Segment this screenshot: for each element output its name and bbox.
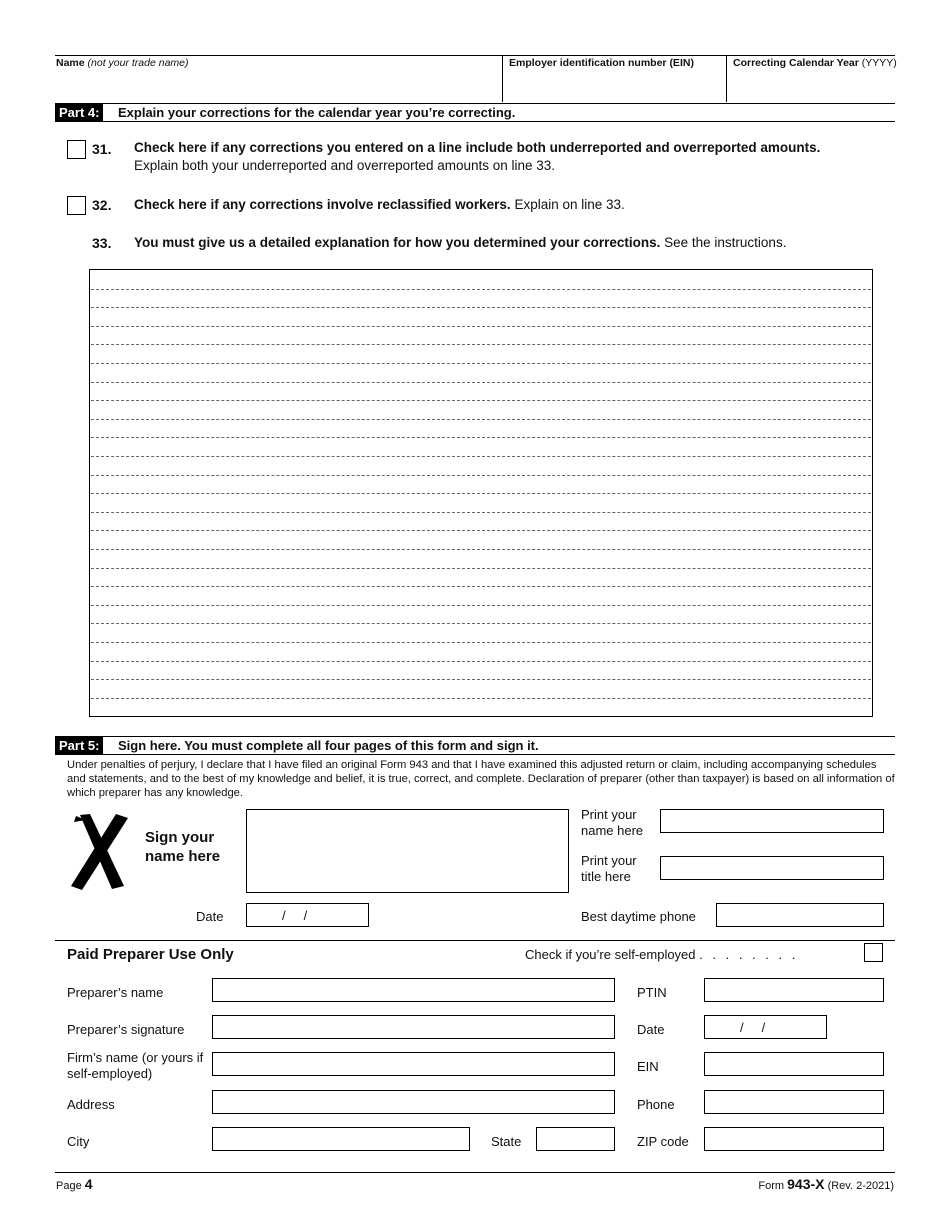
name-input[interactable] — [55, 72, 501, 100]
signature-field[interactable] — [246, 809, 569, 893]
explanation-writing-line — [91, 419, 871, 420]
part4-title: Explain your corrections for the calendar year you’re correcting. — [118, 105, 516, 120]
preparer-phone-input[interactable] — [704, 1090, 884, 1114]
explanation-writing-line — [91, 344, 871, 345]
preparer-name-label: Preparer’s name — [67, 985, 164, 1000]
part5-bottom-rule — [55, 754, 895, 755]
explanation-writing-line — [91, 493, 871, 494]
state-label: State — [491, 1134, 522, 1149]
explanation-writing-line — [91, 698, 871, 699]
address-label: Address — [67, 1097, 115, 1112]
part5-tag: Part 5: — [55, 737, 103, 754]
name-field-label: Name (not your trade name) — [56, 57, 189, 69]
line32-number: 32. — [92, 197, 112, 213]
firm-ein-input[interactable] — [704, 1052, 884, 1076]
sign-your-name-label: Sign your name here — [145, 829, 221, 865]
explanation-writing-line — [91, 512, 871, 513]
part4-tag: Part 4: — [55, 104, 103, 121]
city-label: City — [67, 1134, 90, 1149]
perjury-statement: Under penalties of perjury, I declare that I have filed an original Form 943 and that I have examined this adjusted return or claim, including accompanying schedules and statements, and to the best of my knowledge and belief, it is true, correct, and complete. Declaration of preparer (other than taxpayer) is based on all information of which preparer has any knowledge. — [67, 759, 895, 799]
explanation-writing-line — [91, 400, 871, 401]
preparer-name-input[interactable] — [212, 978, 615, 1002]
line31-number: 31. — [92, 141, 112, 157]
explanation-writing-line — [91, 326, 871, 327]
year-input[interactable] — [727, 72, 894, 100]
sign-date-input[interactable] — [246, 903, 369, 927]
explanation-writing-line — [91, 289, 871, 290]
print-title-input[interactable] — [660, 856, 884, 880]
line32-checkbox[interactable] — [67, 196, 86, 215]
line33-number: 33. — [92, 235, 112, 251]
ein-field-label: Employer identification number (EIN) — [509, 57, 694, 69]
line33-text: You must give us a detailed explanation for how you determined your corrections. See the instructions. — [134, 235, 787, 250]
footer-rule — [55, 1172, 895, 1173]
line31-checkbox[interactable] — [67, 140, 86, 159]
preparer-date-label: Date — [637, 1022, 665, 1037]
self-employed-checkbox[interactable] — [864, 943, 883, 962]
explanation-writing-line — [91, 605, 871, 606]
year-field-label: Correcting Calendar Year (YYYY) — [733, 57, 897, 69]
explanation-writing-line — [91, 307, 871, 308]
line32-text: Check here if any corrections involve reclassified workers. Explain on line 33. — [134, 197, 625, 212]
explanation-writing-line — [91, 475, 871, 476]
explanation-writing-line — [91, 363, 871, 364]
city-input[interactable] — [212, 1127, 470, 1151]
firm-name-label: Firm’s name (or yours if self-employed) — [67, 1050, 204, 1081]
line33-explanation-textarea[interactable] — [89, 269, 873, 717]
form-id: Form 943-X (Rev. 2-2021) — [758, 1176, 894, 1192]
explanation-writing-line — [91, 661, 871, 662]
print-name-input[interactable] — [660, 809, 884, 833]
daytime-phone-label: Best daytime phone — [581, 909, 696, 924]
ptin-input[interactable] — [704, 978, 884, 1002]
sign-date-label: Date — [196, 909, 224, 924]
line31-text: Check here if any corrections you entered on a line include both underreported and overreported amounts. Explain both your underreported and overreported amounts on line 33. — [134, 140, 821, 173]
explanation-writing-line — [91, 679, 871, 680]
header-top-rule — [55, 55, 895, 56]
preparer-heading: Paid Preparer Use Only — [67, 946, 234, 963]
explanation-writing-line — [91, 549, 871, 550]
part5-title: Sign here. You must complete all four pages of this form and sign it. — [118, 738, 539, 753]
state-input[interactable] — [536, 1127, 615, 1151]
explanation-writing-line — [91, 642, 871, 643]
preparer-date-input[interactable] — [704, 1015, 827, 1039]
self-employed-label: Check if you’re self-employed . . . . . . . . — [525, 947, 799, 962]
firm-ein-label: EIN — [637, 1059, 659, 1074]
print-title-label: Print your title here — [581, 853, 637, 884]
zip-code-label: ZIP code — [637, 1134, 689, 1149]
page-number: Page 4 — [56, 1176, 93, 1192]
preparer-date-separators: / / — [740, 1020, 766, 1035]
explanation-writing-line — [91, 623, 871, 624]
preparer-signature-label: Preparer’s signature — [67, 1022, 185, 1037]
preparer-phone-label: Phone — [637, 1097, 675, 1112]
explanation-writing-line — [91, 437, 871, 438]
sign-x-icon — [66, 812, 132, 892]
daytime-phone-input[interactable] — [716, 903, 884, 927]
preparer-signature-input[interactable] — [212, 1015, 615, 1039]
firm-name-input[interactable] — [212, 1052, 615, 1076]
address-input[interactable] — [212, 1090, 615, 1114]
sign-date-separators: / / — [282, 908, 308, 923]
explanation-writing-line — [91, 456, 871, 457]
preparer-top-rule — [55, 940, 895, 941]
explanation-writing-line — [91, 586, 871, 587]
explanation-writing-line — [91, 382, 871, 383]
ptin-label: PTIN — [637, 985, 667, 1000]
part4-bottom-rule — [55, 121, 895, 122]
zip-code-input[interactable] — [704, 1127, 884, 1151]
explanation-writing-line — [91, 568, 871, 569]
explanation-writing-line — [91, 530, 871, 531]
ein-input[interactable] — [503, 72, 725, 100]
print-name-label: Print your name here — [581, 807, 644, 838]
